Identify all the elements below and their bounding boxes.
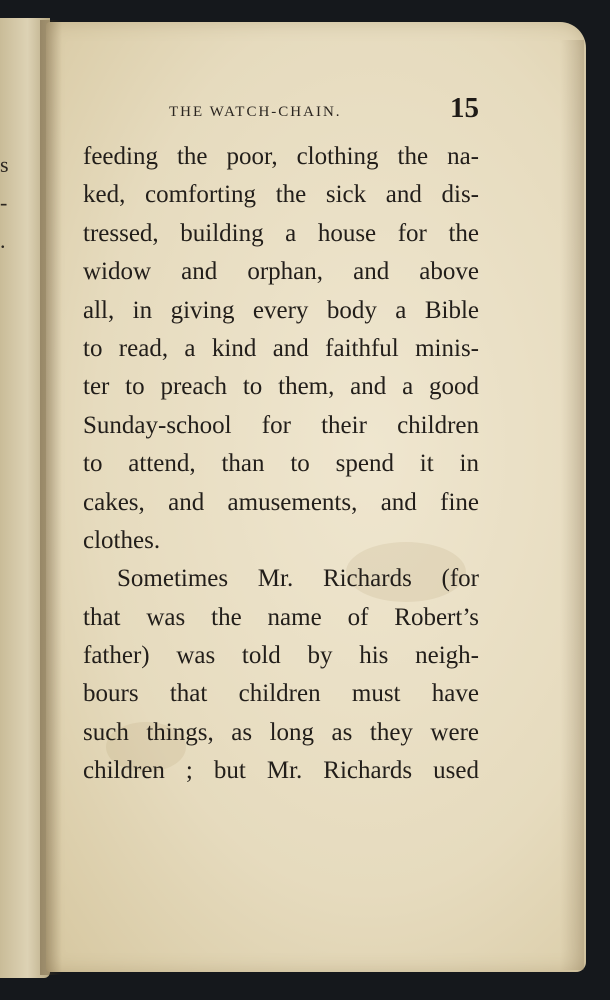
text-line: all, in giving every body a Bible [83, 296, 479, 324]
body-text [83, 138, 479, 791]
page-header [83, 92, 479, 132]
text-line: Sunday-school for their children [83, 411, 479, 439]
text-line: children ; but Mr. Richards used [83, 757, 479, 785]
text-line: bours that children must have [83, 680, 479, 708]
text-line: that was the name of Robert’s [83, 603, 479, 631]
page-number: 15 [450, 92, 479, 124]
text-line: clothes. [83, 526, 161, 554]
text-line: tressed, building a house for the [83, 219, 479, 247]
text-line: ter to preach to them, and a good [83, 373, 479, 401]
text-line: widow and orphan, and above [83, 258, 479, 286]
spine-shadow [40, 20, 62, 975]
facing-page-fragment: . [0, 228, 6, 253]
text-line: to read, a kind and faithful minis- [83, 334, 479, 362]
running-head: THE WATCH-CHAIN. [169, 104, 342, 120]
text-line: father) was told by his neigh- [83, 642, 479, 670]
text-line: to attend, than to spend it in [83, 450, 479, 478]
facing-page-fragment: s [0, 152, 9, 177]
text-line: feeding the poor, clothing the na- [83, 143, 479, 170]
text-line: such things, as long as they were [83, 718, 479, 746]
text-line: ked, comforting the sick and dis- [83, 181, 479, 209]
facing-page-fragment: - [0, 190, 8, 215]
text-line: Sometimes Mr. Richards (for [117, 565, 479, 593]
text-line: cakes, and amusements, and fine [83, 488, 479, 516]
